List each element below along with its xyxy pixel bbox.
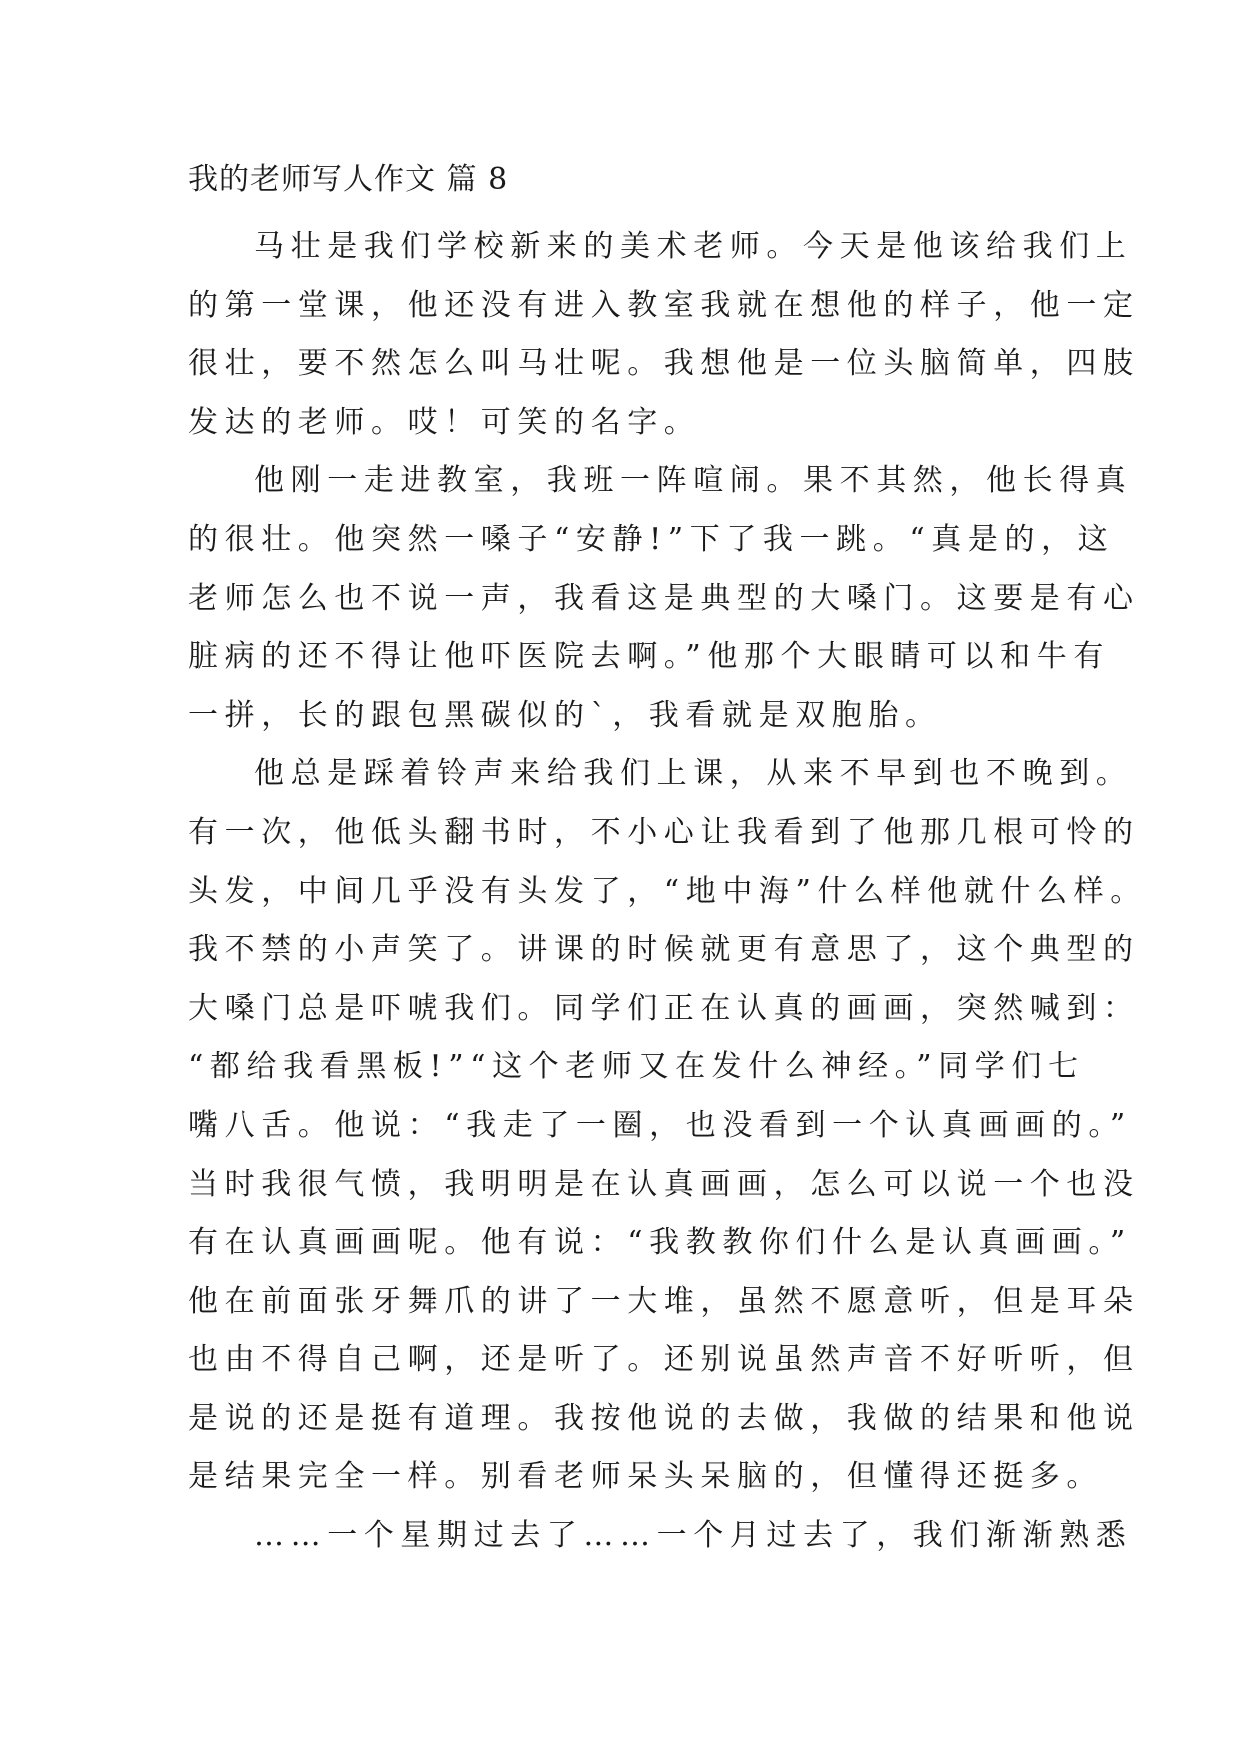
text-line: 也由不得自己啊，还是听了。还别说虽然声音不好听听，但 [188, 1342, 1140, 1378]
text-line: 大嗓门总是吓唬我们。同学们正在认真的画画，突然喊到： [188, 990, 1140, 1026]
text-line: 是结果完全一样。别看老师呆头呆脑的，但懂得还挺多。 [188, 1459, 1103, 1495]
text-line: 发达的老师。哎！可笑的名字。 [188, 404, 701, 440]
text-line: 当时我很气愤，我明明是在认真画画，怎么可以说一个也没 [188, 1166, 1140, 1202]
paragraph [188, 218, 1140, 452]
paragraph [188, 1507, 1133, 1566]
text-line: 的很壮。他突然一嗓子“安静!”下了我一跳。“真是的，这 [188, 521, 1115, 557]
text-line: 老师怎么也不说一声，我看这是典型的大嗓门。这要是有心 [188, 580, 1140, 616]
text-line: 有一次，他低头翻书时，不小心让我看到了他那几根可怜的 [188, 814, 1140, 850]
text-line: 脏病的还不得让他吓医院去啊。”他那个大眼睛可以和牛有 [188, 639, 1110, 675]
text-line: “都给我看黑板!”“这个老师又在发什么神经。”同学们七 [188, 1049, 1085, 1085]
text-line: 他在前面张牙舞爪的讲了一大堆，虽然不愿意听，但是耳朵 [188, 1283, 1140, 1319]
text-line: ……一个星期过去了……一个月过去了，我们渐渐熟悉 [254, 1518, 1133, 1554]
text-line: 头发，中间几乎没有头发了，“地中海”什么样他就什么样。 [188, 873, 1147, 909]
text-line: 他刚一走进教室，我班一阵喧闹。果不其然，他长得真 [254, 463, 1133, 499]
text-line: 他总是踩着铃声来给我们上课，从来不早到也不晚到。 [254, 756, 1133, 792]
text-line: 一拼，长的跟包黑碳似的`，我看就是双胞胎。 [188, 697, 942, 733]
text-line: 很壮，要不然怎么叫马壮呢。我想他是一位头脑简单，四肢 [188, 346, 1140, 382]
paragraph [188, 745, 1147, 1507]
document-body [188, 158, 1147, 1566]
text-line: 的第一堂课，他还没有进入教室我就在想他的样子，他一定 [188, 287, 1140, 323]
text-line: 有在认真画画呢。他有说：“我教教你们什么是认真画画。” [188, 1225, 1132, 1261]
paragraph [188, 452, 1140, 745]
text-line: 马壮是我们学校新来的美术老师。今天是他该给我们上 [254, 229, 1133, 264]
text-line: 是说的还是挺有道理。我按他说的去做，我做的结果和他说 [188, 1400, 1140, 1436]
text-line: 嘴八舌。他说：“我走了一圈，也没看到一个认真画画的。” [188, 1107, 1132, 1143]
document-title: 我的老师写人作文 篇 8 [188, 162, 509, 197]
text-line: 我不禁的小声笑了。讲课的时候就更有意思了，这个典型的 [188, 932, 1140, 968]
